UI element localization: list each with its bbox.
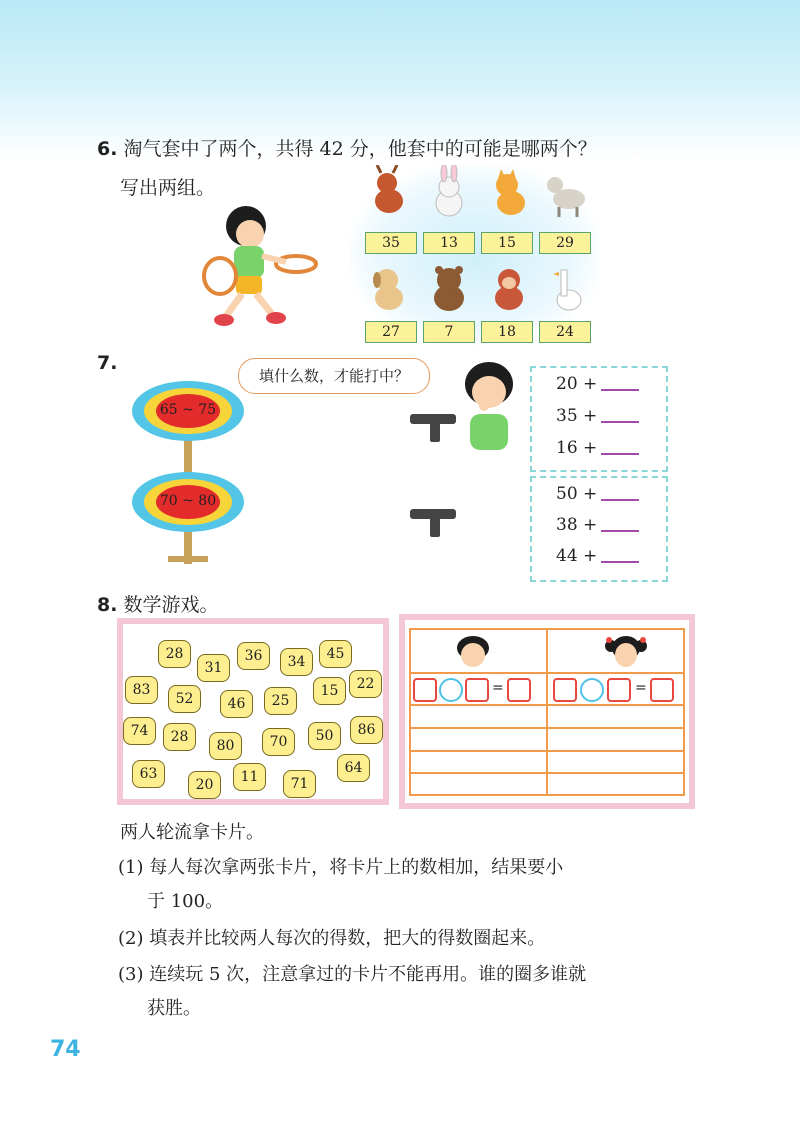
- cat-icon: [485, 165, 533, 219]
- q8-rule3-line2: 获胜。: [147, 998, 201, 1019]
- rabbit-icon: [425, 165, 473, 219]
- equals-sign: =: [492, 680, 504, 696]
- addend-box[interactable]: [553, 678, 577, 702]
- number-card[interactable]: 70: [262, 728, 295, 756]
- q8-rule2: (2) 填表并比较两人每次的得数，把大的得数圈起来。: [118, 928, 546, 949]
- q7-number: 7.: [97, 352, 118, 374]
- number-card[interactable]: 52: [168, 685, 201, 713]
- q8-rule1-line2: 于 100。: [147, 891, 224, 912]
- number-card[interactable]: 71: [283, 770, 316, 798]
- answer-row: 50 +: [556, 484, 639, 504]
- answer-row: 16 +: [556, 438, 639, 458]
- number-card[interactable]: 28: [158, 640, 191, 668]
- goose-icon: [543, 260, 591, 314]
- q8-rule1-line1: (1) 每人每次拿两张卡片，将卡片上的数相加，结果要小: [118, 857, 564, 878]
- table-border: [409, 628, 411, 796]
- table-row-line: [409, 704, 685, 706]
- score-tag: 7: [423, 321, 475, 343]
- number-card[interactable]: 28: [163, 723, 196, 751]
- monkey-icon: [485, 260, 533, 314]
- table-row-line: [409, 672, 685, 674]
- answer-blank[interactable]: [601, 421, 639, 423]
- table-row-line: [409, 727, 685, 729]
- number-card[interactable]: 36: [237, 642, 270, 670]
- score-tag: 18: [481, 321, 533, 343]
- table-border: [683, 628, 685, 796]
- thinking-boy-illustration: [458, 358, 520, 452]
- number-card[interactable]: 31: [197, 654, 230, 682]
- boy-with-rings-illustration: [198, 198, 320, 333]
- answer-row: 20 +: [556, 374, 639, 394]
- number-card[interactable]: 74: [123, 717, 156, 745]
- number-card[interactable]: 22: [349, 670, 382, 698]
- operator-circle[interactable]: [439, 678, 463, 702]
- q8-heading: [97, 590, 219, 617]
- number-card[interactable]: 20: [188, 771, 221, 799]
- number-card[interactable]: 83: [125, 676, 158, 704]
- score-tag: 13: [423, 232, 475, 254]
- number-card[interactable]: 80: [209, 732, 242, 760]
- number-card[interactable]: 86: [350, 716, 383, 744]
- answer-blank[interactable]: [601, 499, 639, 501]
- dog-icon: [365, 260, 413, 314]
- table-row-line: [409, 772, 685, 774]
- answer-row: 38 +: [556, 515, 639, 535]
- answer-blank[interactable]: [601, 389, 639, 391]
- toy-gun-icon: [408, 410, 460, 444]
- q6-line2: 写出两组。: [120, 177, 216, 199]
- answer-blank[interactable]: [601, 530, 639, 532]
- number-card[interactable]: 34: [280, 648, 313, 676]
- score-tag: 29: [539, 232, 591, 254]
- q8-number: 8.: [97, 594, 118, 616]
- boy-player-avatar: [453, 634, 493, 670]
- table-divider: [546, 628, 548, 796]
- page-number: 74: [50, 1037, 81, 1062]
- goat-icon: [543, 165, 591, 219]
- sum-box[interactable]: [650, 678, 674, 702]
- score-tag: 27: [365, 321, 417, 343]
- score-tag: 15: [481, 232, 533, 254]
- answer-blank[interactable]: [601, 453, 639, 455]
- q8-title: 数学游戏。: [123, 594, 219, 616]
- number-card[interactable]: 64: [337, 754, 370, 782]
- equals-sign: =: [635, 680, 647, 696]
- number-card-board: [117, 618, 389, 805]
- number-card[interactable]: 25: [264, 687, 297, 715]
- q8-intro: 两人轮流拿卡片。: [120, 822, 264, 843]
- q6-number: 6.: [97, 138, 118, 160]
- number-card[interactable]: 15: [313, 677, 346, 705]
- score-table: [399, 614, 695, 809]
- bear-icon: [425, 260, 473, 314]
- q6-line1: [97, 134, 597, 161]
- number-card[interactable]: 50: [308, 722, 341, 750]
- number-card[interactable]: 45: [319, 640, 352, 668]
- number-card[interactable]: 63: [132, 760, 165, 788]
- number-card[interactable]: 11: [233, 763, 266, 791]
- table-row-line: [409, 750, 685, 752]
- answer-blank[interactable]: [601, 561, 639, 563]
- number-card[interactable]: 46: [220, 690, 253, 718]
- addend-box[interactable]: [465, 678, 489, 702]
- answer-row: 35 +: [556, 406, 639, 426]
- sum-box[interactable]: [507, 678, 531, 702]
- score-tag: 24: [539, 321, 591, 343]
- q8-rule3-line1: (3) 连续玩 5 次，注意拿过的卡片不能再用。谁的圈多谁就: [118, 964, 587, 985]
- q6-text: 淘气套中了两个，共得 42 分，他套中的可能是哪两个？: [123, 138, 597, 160]
- answer-row: 44 +: [556, 546, 639, 566]
- toy-gun-icon: [408, 505, 460, 539]
- operator-circle[interactable]: [580, 678, 604, 702]
- deer-icon: [365, 165, 413, 219]
- target-range-1: 65 ~ 75: [159, 402, 217, 418]
- score-tag: 35: [365, 232, 417, 254]
- animal-score-board: [350, 165, 600, 345]
- speech-bubble: 填什么数，才能打中？: [238, 358, 430, 394]
- addend-box[interactable]: [413, 678, 437, 702]
- girl-player-avatar: [603, 634, 649, 670]
- target-range-2: 70 ~ 80: [159, 493, 217, 509]
- addend-box[interactable]: [607, 678, 631, 702]
